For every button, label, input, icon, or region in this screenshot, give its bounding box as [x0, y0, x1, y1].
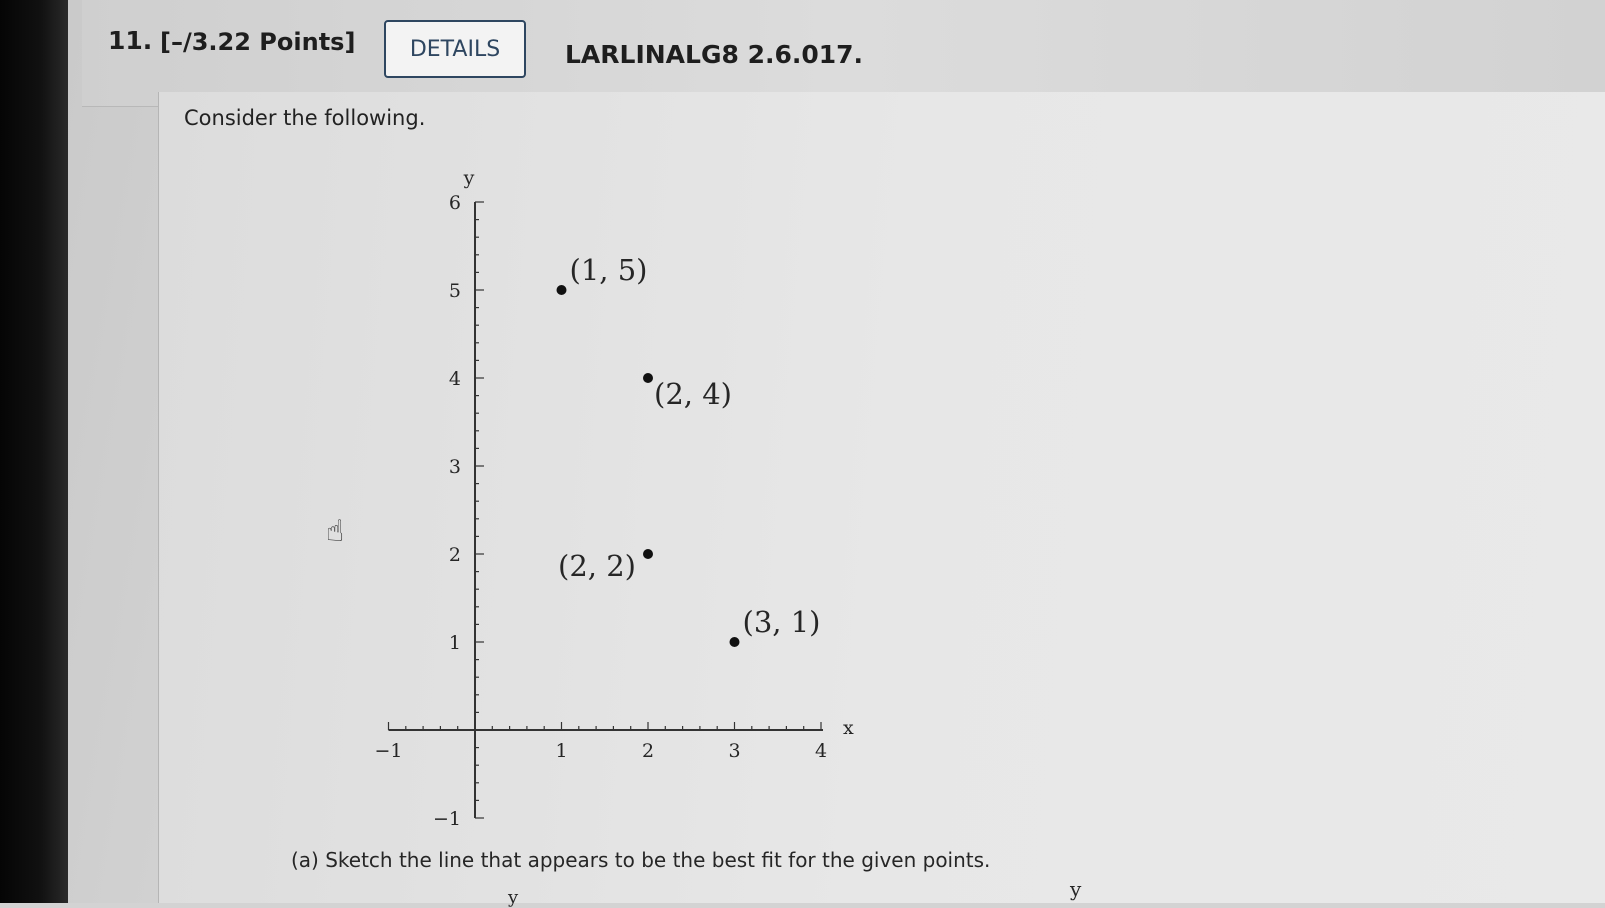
data-point [643, 373, 653, 383]
next-graph-y-label-left: y [508, 887, 519, 908]
y-tick-label: 2 [448, 544, 461, 566]
x-tick-label: 2 [641, 740, 655, 762]
data-point [730, 637, 740, 647]
hand-cursor-icon: ☝ [326, 514, 345, 549]
data-point-label: (2, 2) [558, 549, 636, 583]
data-point-label: (2, 4) [654, 377, 732, 411]
y-tick-label: 3 [448, 456, 461, 478]
next-graph-y-label: y [1070, 877, 1082, 901]
y-tick-label: 6 [448, 192, 461, 214]
x-tick-label: −1 [374, 740, 403, 762]
question-points: [–/3.22 Points] [160, 28, 356, 56]
x-tick-label: 4 [814, 740, 828, 762]
x-axis-label: x [843, 717, 854, 739]
data-points [557, 253, 821, 647]
part-a-instruction: (a) Sketch the line that appears to be the best fit for the given points. [291, 848, 991, 872]
data-point [557, 285, 567, 295]
problem-id: LARLINALG8 2.6.017. [565, 40, 864, 69]
data-point [643, 549, 653, 559]
data-point-label: (1, 5) [569, 253, 648, 287]
x-tick-label: 1 [555, 740, 568, 762]
question-number: 11. [108, 26, 153, 55]
y-tick-label: 1 [448, 632, 461, 654]
y-axis-label: y [463, 167, 475, 189]
details-button[interactable]: DETAILS [384, 20, 526, 78]
y-tick-label: −1 [432, 808, 461, 830]
y-tick-label: 5 [448, 280, 461, 302]
intro-text: Consider the following. [184, 106, 426, 130]
data-point-label: (3, 1) [742, 605, 821, 639]
x-tick-label: 3 [728, 740, 741, 762]
y-tick-label: 4 [448, 368, 461, 390]
